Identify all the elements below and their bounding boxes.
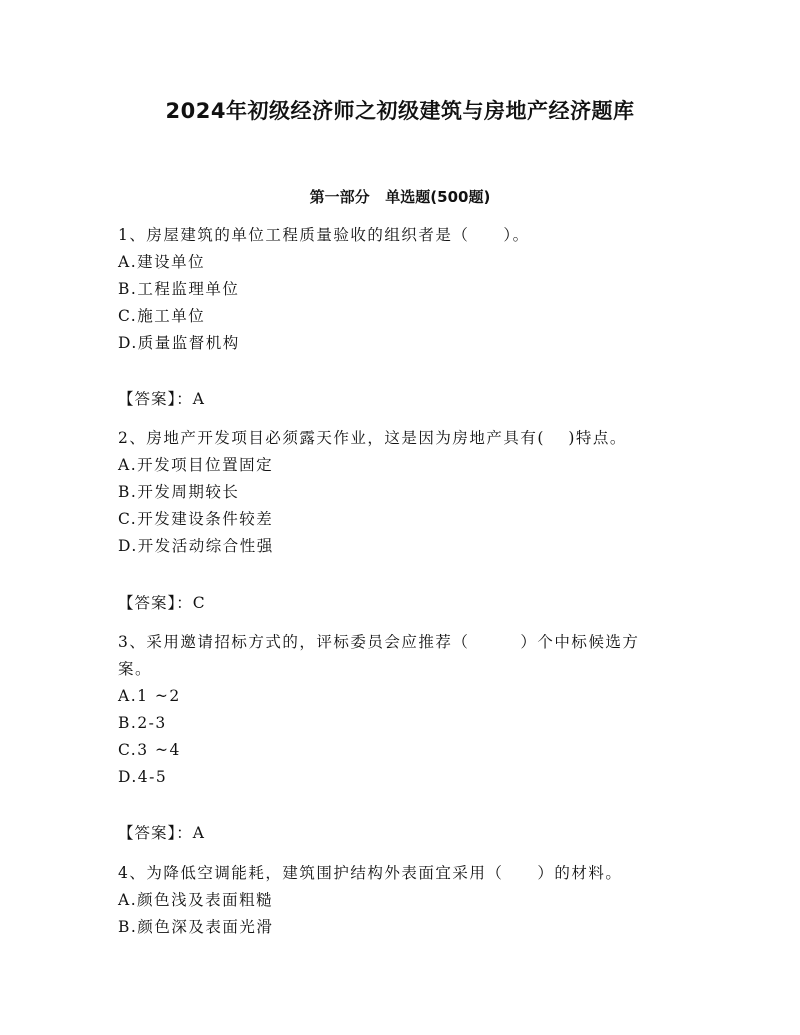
question-4-option-a: A.颜色浅及表面粗糙 <box>118 891 274 909</box>
question-2-option-c: C.开发建设条件较差 <box>118 510 274 528</box>
question-4-option-b: B.颜色深及表面光滑 <box>118 918 274 936</box>
question-2 <box>118 425 693 560</box>
question-1-stem: 1、房屋建筑的单位工程质量验收的组织者是（ ）。 <box>118 226 530 244</box>
question-2-option-b: B.开发周期较长 <box>118 483 240 501</box>
question-3-option-b: B.2-3 <box>118 714 167 732</box>
question-1 <box>118 222 693 357</box>
question-2-stem: 2、房地产开发项目必须露天作业，这是因为房地产具有( )特点。 <box>118 429 627 447</box>
question-2-option-d: D.开发活动综合性强 <box>118 537 274 555</box>
document-title: 2024年初级经济师之初级建筑与房地产经济题库 <box>165 99 635 123</box>
question-3-option-d: D.4-5 <box>118 768 168 786</box>
question-1-option-c: C.施工单位 <box>118 307 206 325</box>
question-4 <box>118 860 693 941</box>
question-3-option-a: A.1 ~2 <box>118 687 181 705</box>
question-1-option-d: D.质量监督机构 <box>118 334 240 352</box>
question-3 <box>118 629 693 791</box>
section-title: 第一部分 单选题(500题) <box>309 188 491 206</box>
question-2-answer: 【答案】：C <box>118 594 206 612</box>
question-2-option-a: A.开发项目位置固定 <box>118 456 274 474</box>
question-3-option-c: C.3 ~4 <box>118 741 181 759</box>
question-3-stem-line-2: 案。 <box>118 660 153 678</box>
question-4-stem: 4、为降低空调能耗，建筑围护结构外表面宜采用（ ）的材料。 <box>118 864 623 882</box>
question-1-option-b: B.工程监理单位 <box>118 280 240 298</box>
question-3-stem-line-1: 3、采用邀请招标方式的，评标委员会应推荐（ ）个中标候选方 <box>118 633 640 651</box>
question-1-answer: 【答案】：A <box>118 390 205 408</box>
question-1-option-a: A.建设单位 <box>118 253 206 271</box>
question-3-answer: 【答案】：A <box>118 824 205 842</box>
